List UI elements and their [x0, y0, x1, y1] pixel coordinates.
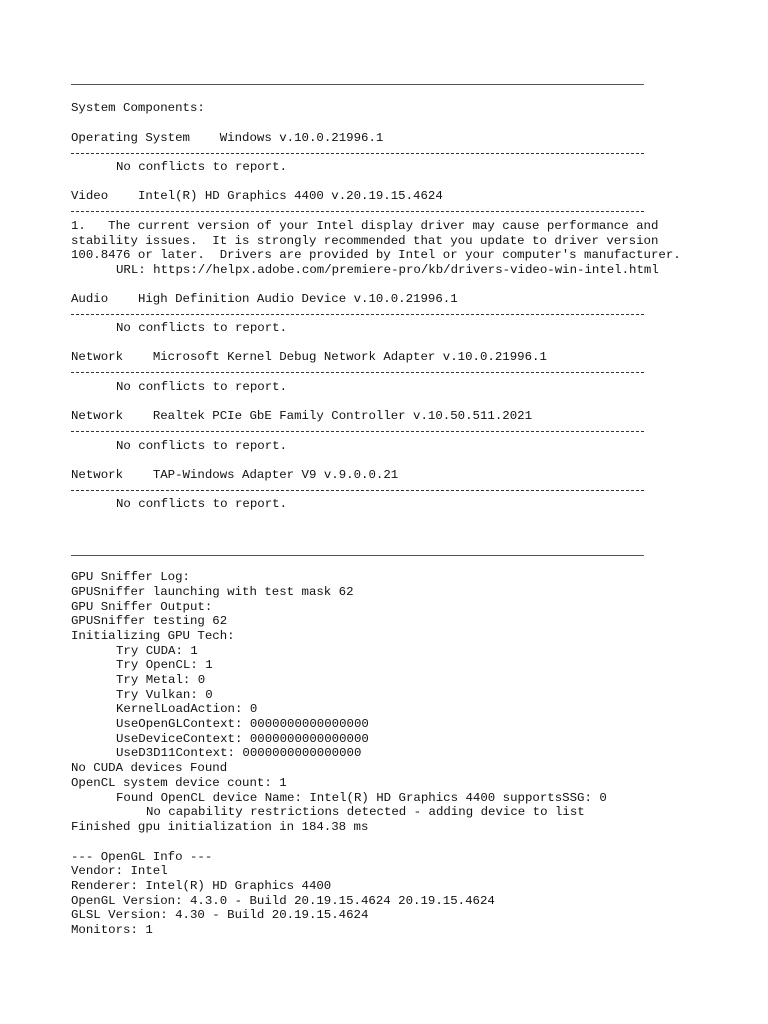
component-network-row — [71, 409, 532, 424]
component-os-row — [71, 131, 383, 146]
component-message: No conflicts to report. — [116, 160, 288, 174]
component-type: Network — [71, 350, 124, 364]
component-name: High Definition Audio Device v.10.0.21996.1 — [137, 292, 458, 306]
dashed-divider — [71, 314, 644, 315]
gpu-sniffer-line: Initializing GPU Tech: — [71, 629, 235, 643]
gpu-sniffer-line: GPU Sniffer Output: — [71, 600, 213, 614]
opengl-info-heading: --- OpenGL Info --- — [71, 850, 213, 864]
component-network-row — [71, 468, 398, 483]
component-type: Audio — [71, 292, 109, 306]
driver-warning-line: 100.8476 or later. Drivers are provided by Intel or your computer's manufacturer. — [71, 248, 681, 262]
gpu-tech-option: Try OpenCL: 1 — [116, 658, 213, 672]
component-type: Operating System — [71, 131, 190, 145]
dashed-divider — [71, 490, 644, 491]
section-rule-middle — [71, 555, 644, 556]
component-name: TAP-Windows Adapter V9 v.9.0.0.21 — [152, 468, 399, 482]
component-message: No conflicts to report. — [116, 439, 288, 453]
gpu-tech-option: UseOpenGLContext: 0000000000000000 — [116, 717, 369, 731]
gpu-tech-option: KernelLoadAction: 0 — [116, 702, 258, 716]
component-audio-row — [71, 292, 458, 307]
opengl-info-line: Renderer: Intel(R) HD Graphics 4400 — [71, 879, 332, 893]
gpu-tech-option: Try CUDA: 1 — [116, 644, 198, 658]
component-name: Realtek PCIe GbE Family Controller v.10.50.511.2021 — [152, 409, 533, 423]
dashed-divider — [71, 431, 644, 432]
component-message: No conflicts to report. — [116, 321, 288, 335]
gpu-sniffer-line: GPUSniffer testing 62 — [71, 614, 228, 628]
component-network-row — [71, 350, 547, 365]
gpu-sniffer-line: Finished gpu initialization in 184.38 ms — [71, 820, 369, 834]
gpu-tech-option: UseDeviceContext: 0000000000000000 — [116, 732, 369, 746]
dashed-divider — [71, 211, 644, 212]
driver-warning-line: 1. The current version of your Intel display driver may cause performance and — [71, 219, 659, 233]
component-message: No conflicts to report. — [116, 497, 288, 511]
gpu-sniffer-line: OpenCL system device count: 1 — [71, 776, 287, 790]
opengl-info-line: Vendor: Intel — [71, 864, 168, 878]
opengl-info-line: OpenGL Version: 4.3.0 - Build 20.19.15.4624 20.19.15.4624 — [71, 894, 495, 908]
component-type: Video — [71, 189, 109, 203]
dashed-divider — [71, 372, 644, 373]
gpu-tech-option: Try Vulkan: 0 — [116, 688, 213, 702]
component-video-row — [71, 189, 443, 204]
gpu-tech-option: Try Metal: 0 — [116, 673, 206, 687]
gpu-tech-option: UseD3D11Context: 0000000000000000 — [116, 746, 362, 760]
opencl-device-line: Found OpenCL device Name: Intel(R) HD Graphics 4400 supportsSSG: 0 — [116, 791, 607, 805]
dashed-divider — [71, 153, 644, 154]
component-name: Intel(R) HD Graphics 4400 v.20.19.15.4624 — [137, 189, 443, 203]
gpu-sniffer-line: GPUSniffer launching with test mask 62 — [71, 585, 354, 599]
gpu-sniffer-line: No CUDA devices Found — [71, 761, 228, 775]
section-rule-top — [71, 84, 644, 85]
component-name: Windows v.10.0.21996.1 — [219, 131, 384, 145]
driver-url-line: URL: https://helpx.adobe.com/premiere-pro/kb/drivers-video-win-intel.html — [116, 263, 659, 277]
capability-line: No capability restrictions detected - adding device to list — [146, 805, 585, 819]
opengl-info-line: Monitors: 1 — [71, 923, 153, 937]
opengl-info-line: GLSL Version: 4.30 - Build 20.19.15.4624 — [71, 908, 369, 922]
system-components-heading: System Components: — [71, 101, 205, 115]
component-name: Microsoft Kernel Debug Network Adapter v.10.0.21996.1 — [152, 350, 547, 364]
component-type: Network — [71, 409, 124, 423]
component-type: Network — [71, 468, 124, 482]
component-message: No conflicts to report. — [116, 380, 288, 394]
driver-warning-line: stability issues. It is strongly recommended that you update to driver version — [71, 234, 659, 248]
gpu-sniffer-line: GPU Sniffer Log: — [71, 570, 190, 584]
